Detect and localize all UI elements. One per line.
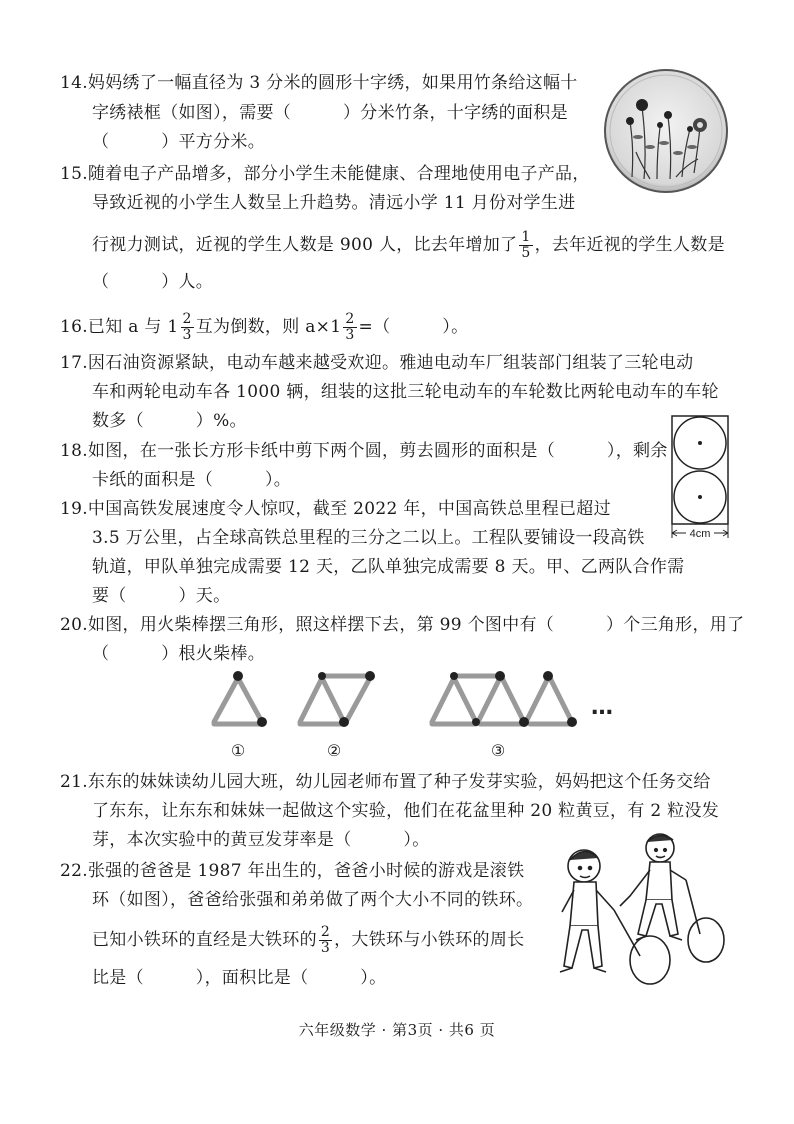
q16-c: =（ ）。	[358, 317, 469, 337]
q21-line3: 芽，本次实验中的黄豆发芽率是（ ）。	[92, 830, 430, 850]
q16-fraction-1	[181, 312, 194, 343]
q22-frac-den: 3	[320, 940, 331, 956]
q16-f1-den: 3	[182, 327, 192, 343]
q18-dim-label: 4cm	[689, 528, 711, 540]
q22-line3-a: 已知小铁环的直经是大铁环的	[92, 930, 317, 950]
q16-f2-den: 3	[345, 327, 355, 343]
q20-line2: （ ）根火柴棒。	[92, 644, 265, 664]
q16-a: 16.已知 a 与 1	[60, 317, 179, 337]
q17-line2: 车和两轮电动车各 1000 辆，组装的这批三轮电动车的车轮数比两轮电动车的车轮	[92, 382, 719, 402]
q15-frac-den: 5	[521, 245, 531, 261]
q19-line2: 3.5 万公里，占全球高铁总里程的三分之二以上。工程队要铺设一段高铁	[92, 528, 645, 548]
q14-line1: 14.妈妈绣了一幅直径为 3 分米的圆形十字绣，如果用竹条给这幅十	[60, 73, 578, 93]
figure-label-2: ②	[326, 741, 342, 760]
q21-line2: 了东东，让东东和妹妹一起做这个实验，他们在花盆里种 20 粒黄豆，有 2 粒没发	[92, 801, 720, 821]
q16-fraction-2	[343, 312, 356, 343]
q15-line2: 导致近视的小学生人数呈上升趋势。清远小学 11 月份对学生进	[92, 193, 576, 213]
q15-line3	[92, 230, 725, 261]
q22-fraction	[319, 925, 332, 956]
circles-card-figure	[668, 414, 732, 542]
q22-line3	[92, 925, 524, 956]
page-footer: 六年级数学 · 第3页 · 共6 页	[298, 1021, 496, 1039]
q14-line3: （ ）平方分米。	[92, 132, 265, 152]
q19-line1: 19.中国高铁发展速度令人惊叹，截至 2022 年，中国高铁总里程已超过	[60, 499, 611, 519]
q19-line4: 要（ ）天。	[92, 586, 231, 606]
q16-f1-num: 2	[182, 311, 192, 327]
q22-frac-num: 2	[320, 924, 331, 940]
q17-line1: 17.因石油资源紧缺，电动车越来越受欢迎。雅迪电动车厂组装部门组装了三轮电动	[60, 353, 694, 373]
figure-label-1: ①	[230, 741, 246, 760]
q18-line1: 18.如图，在一张长方形卡纸中剪下两个圆，剪去圆形的面积是（ ），剩余	[60, 441, 668, 461]
q15-line3-a: 行视力测试，近视的学生人数是 900 人，比去年增加了	[92, 235, 518, 255]
matchstick-triangles-figure	[194, 662, 618, 762]
q22-line2: 环（如图），爸爸给张强和弟弟做了两个大小不同的铁环。	[92, 890, 534, 910]
q18-line2: 卡纸的面积是（ ）。	[92, 470, 292, 490]
q17-line3: 数多（ ）%。	[92, 411, 247, 431]
figure-ellipsis: …	[591, 695, 613, 720]
q15-frac-num: 1	[521, 229, 531, 245]
q16-b: 互为倒数，则 a×1	[195, 317, 342, 337]
q14-line2: 字绣裱框（如图），需要（ ）分米竹条，十字绣的面积是	[92, 103, 568, 123]
q20-line1: 20.如图，用火柴棒摆三角形，照这样摆下去，第 99 个图中有（ ）个三角形，用了	[60, 615, 745, 635]
q19-line3: 轨道，甲队单独完成需要 12 天，乙队单独完成需要 8 天。甲、乙两队合作需	[92, 557, 685, 577]
q15-fraction	[519, 230, 532, 261]
q22-line3-b: ，大铁环与小铁环的周长	[334, 930, 525, 950]
figure-label-3: ③	[490, 741, 506, 760]
q16-f2-num: 2	[345, 311, 355, 327]
q22-line4: 比是（ ），面积比是（ ）。	[92, 968, 387, 988]
q22-line1: 22.张强的爸爸是 1987 年出生的，爸爸小时候的游戏是滚铁	[60, 861, 525, 881]
boys-rolling-hoops-image	[540, 826, 730, 986]
q21-line1: 21.东东的妹妹读幼儿园大班，幼儿园老师布置了种子发芽实验，妈妈把这个任务交给	[60, 772, 711, 792]
q15-line3-b: ，去年近视的学生人数是	[534, 235, 725, 255]
q15-line1: 15.随着电子产品增多，部分小学生未能健康、合理地使用电子产品，	[60, 164, 590, 184]
q16-line	[60, 312, 468, 343]
q15-line4: （ ）人。	[92, 272, 214, 292]
embroidery-image	[602, 67, 730, 195]
